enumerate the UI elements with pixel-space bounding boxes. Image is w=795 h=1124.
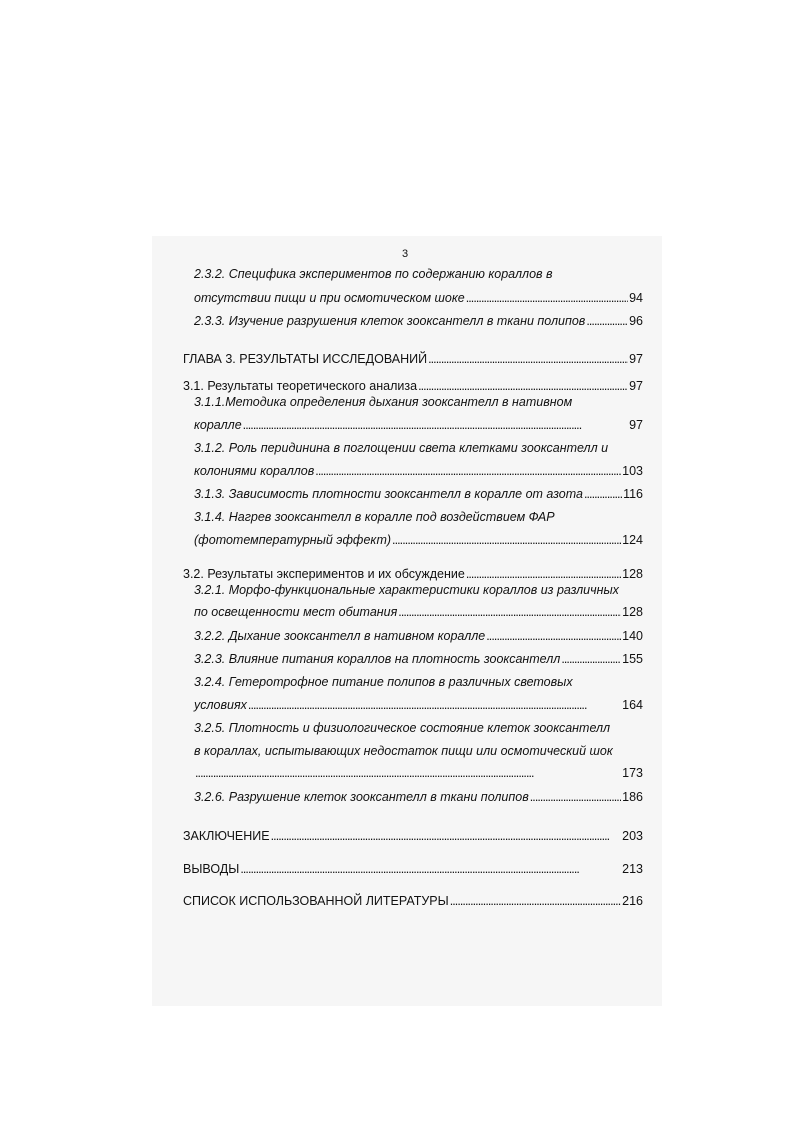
toc-entry-page: 164 bbox=[622, 698, 643, 712]
leader-dots bbox=[466, 566, 621, 582]
leader-dots bbox=[243, 417, 628, 433]
toc-entry-page: 96 bbox=[629, 314, 643, 328]
toc-entry-2-3-2-line1: 2.3.2. Специфика экспериментов по содержанию кораллов в bbox=[194, 267, 553, 281]
toc-entry-title: 3.2. Результаты экспериментов и их обсуждение bbox=[183, 567, 465, 581]
toc-entry-3-2-6 bbox=[194, 789, 643, 805]
leader-dots bbox=[450, 893, 621, 909]
leader-dots bbox=[428, 351, 628, 367]
toc-entry-title: 2.3.3. Изучение разрушения клеток зооксантелл в ткани полипов bbox=[194, 314, 586, 328]
toc-entry-findings bbox=[183, 861, 643, 877]
toc-entry-3-2-1 bbox=[194, 604, 643, 620]
toc-entry-references bbox=[183, 893, 643, 909]
leader-dots bbox=[530, 789, 621, 805]
page-number: 3 bbox=[402, 248, 409, 260]
leader-dots bbox=[398, 604, 621, 620]
toc-entry-page: 155 bbox=[622, 652, 643, 666]
toc-entry-3-1-3 bbox=[194, 486, 643, 502]
toc-entry-page: 103 bbox=[622, 464, 643, 478]
toc-entry-title: СПИСОК ИСПОЛЬЗОВАННОЙ ЛИТЕРАТУРЫ bbox=[183, 894, 449, 908]
leader-dots bbox=[418, 378, 628, 394]
toc-entry-page: 213 bbox=[622, 862, 643, 876]
toc-entry-page: 97 bbox=[629, 352, 643, 366]
toc-entry-3-2-1-line1: 3.2.1. Морфо-функциональные характеристики кораллов из различных bbox=[194, 583, 619, 597]
leader-dots bbox=[248, 697, 621, 713]
toc-entry-title: 3.2.6. Разрушение клеток зооксантелл в ткани полипов bbox=[194, 790, 529, 804]
leader-dots bbox=[392, 532, 621, 548]
leader-dots bbox=[195, 765, 621, 781]
toc-entry-3-1-2 bbox=[194, 463, 643, 479]
toc-entry-title: 3.2.3. Влияние питания кораллов на плотность зооксантелл bbox=[194, 652, 561, 666]
toc-entry-3-2-5 bbox=[194, 765, 643, 781]
toc-entry-3-2-4-line1: 3.2.4. Гетеротрофное питание полипов в различных световых bbox=[194, 675, 573, 689]
toc-entry-title: ЗАКЛЮЧЕНИЕ bbox=[183, 829, 270, 843]
toc-entry-3-1-1-line1: 3.1.1.Методика определения дыхания зооксантелл в нативном bbox=[194, 395, 573, 409]
toc-entry-3-1-1 bbox=[194, 417, 643, 433]
toc-entry-page: 128 bbox=[622, 605, 643, 619]
toc-entry-3-2-5-line1: 3.2.5. Плотность и физиологическое состояние клеток зооксантелл bbox=[194, 721, 611, 735]
toc-entry-conclusion bbox=[183, 828, 643, 844]
leader-dots bbox=[561, 651, 621, 667]
leader-dots bbox=[584, 486, 622, 502]
toc-entry-title: ГЛАВА 3. РЕЗУЛЬТАТЫ ИССЛЕДОВАНИЙ bbox=[183, 352, 428, 366]
toc-entry-title: коралле bbox=[194, 418, 242, 432]
toc-entry-page: 94 bbox=[629, 291, 643, 305]
toc-entry-3-2-2 bbox=[194, 628, 643, 644]
toc-entry-3-2-5-line2: в кораллах, испытывающих недостаток пищи или осмотический шок bbox=[194, 744, 613, 758]
leader-dots bbox=[586, 313, 628, 329]
toc-entry-page: 124 bbox=[622, 533, 643, 547]
toc-entry-page: 140 bbox=[622, 629, 643, 643]
leader-dots bbox=[315, 463, 621, 479]
toc-entry-3-2-3 bbox=[194, 651, 643, 667]
toc-entry-title: 3.1. Результаты теоретического анализа bbox=[183, 379, 418, 393]
toc-entry-page: 128 bbox=[622, 567, 643, 581]
toc-entry-3-2-4 bbox=[194, 697, 643, 713]
toc-entry-title: 3.2.2. Дыхание зооксантелл в нативном коралле bbox=[194, 629, 486, 643]
leader-dots bbox=[486, 628, 621, 644]
toc-entry-2-3-3 bbox=[194, 313, 643, 329]
toc-entry-title: ВЫВОДЫ bbox=[183, 862, 240, 876]
toc-entry-title: (фототемпературный эффект) bbox=[194, 533, 392, 547]
toc-entry-title: условиях bbox=[194, 698, 247, 712]
toc-entry-3-1 bbox=[183, 378, 643, 394]
toc-entry-page: 186 bbox=[622, 790, 643, 804]
toc-entry-title: по освещенности мест обитания bbox=[194, 605, 398, 619]
toc-entry-title: 3.1.3. Зависимость плотности зооксантелл в коралле от азота bbox=[194, 487, 583, 501]
leader-dots bbox=[271, 828, 622, 844]
toc-entry-page: 216 bbox=[622, 894, 643, 908]
toc-entry-page: 97 bbox=[629, 379, 643, 393]
toc-entry-page: 97 bbox=[629, 418, 643, 432]
toc-entry-3-2 bbox=[183, 566, 643, 582]
leader-dots bbox=[466, 290, 628, 306]
toc-entry-3-1-4 bbox=[194, 532, 643, 548]
toc-entry-page: 203 bbox=[622, 829, 643, 843]
toc-entry-title: колониями кораллов bbox=[194, 464, 315, 478]
toc-entry-title: отсутствии пищи и при осмотическом шоке bbox=[194, 291, 465, 305]
toc-entry-chapter-3 bbox=[183, 351, 643, 367]
toc-entry-page: 116 bbox=[623, 487, 643, 501]
toc-entry-3-1-4-line1: 3.1.4. Нагрев зооксантелл в коралле под воздействием ФАР bbox=[194, 510, 555, 524]
toc-entry-3-1-2-line1: 3.1.2. Роль перидинина в поглощении света клетками зооксантелл и bbox=[194, 441, 609, 455]
toc-entry-page: 173 bbox=[622, 766, 643, 780]
leader-dots bbox=[240, 861, 621, 877]
toc-entry-2-3-2 bbox=[194, 290, 643, 306]
